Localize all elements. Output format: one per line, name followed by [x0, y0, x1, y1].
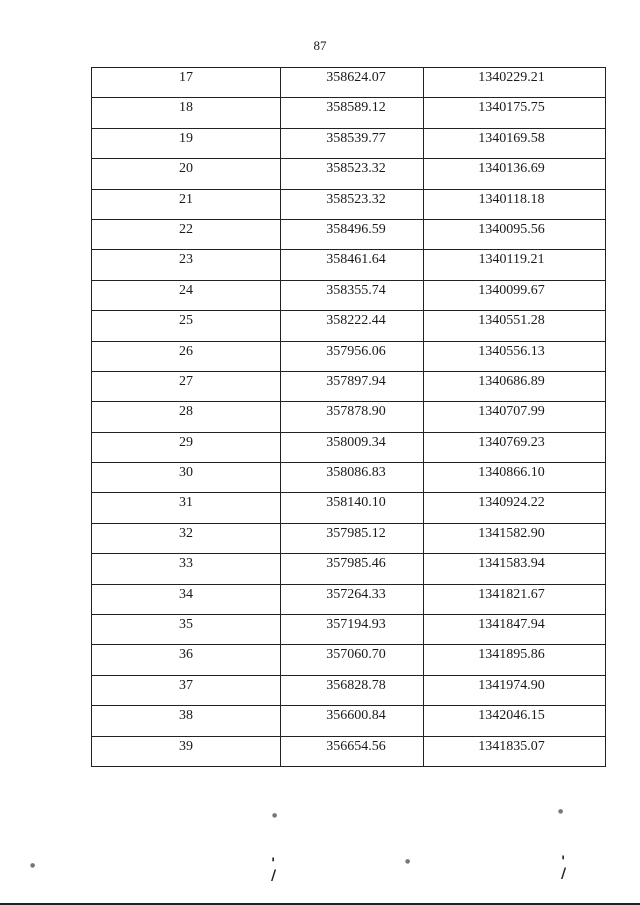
point-id-cell: 34 — [92, 584, 281, 614]
x-coordinate-cell: 356600.84 — [281, 706, 424, 736]
point-id-cell: 28 — [92, 402, 281, 432]
table-row — [92, 554, 606, 584]
point-id-cell: 24 — [92, 280, 281, 310]
y-coordinate-cell: 1341895.86 — [424, 645, 606, 675]
y-coordinate-cell: 1340136.69 — [424, 159, 606, 189]
scan-dot-mark: ● — [405, 858, 411, 865]
table-row — [92, 189, 606, 219]
y-coordinate-cell: 1340169.58 — [424, 128, 606, 158]
x-coordinate-cell: 357060.70 — [281, 645, 424, 675]
table-row — [92, 615, 606, 645]
coordinate-table-body — [92, 68, 606, 767]
table-row — [92, 280, 606, 310]
y-coordinate-cell: 1340707.99 — [424, 402, 606, 432]
scan-tick-mark: ' / — [271, 856, 277, 884]
y-coordinate-cell: 1340924.22 — [424, 493, 606, 523]
table-row — [92, 523, 606, 553]
table-row — [92, 98, 606, 128]
x-coordinate-cell: 357194.93 — [281, 615, 424, 645]
table-row — [92, 159, 606, 189]
table-row — [92, 675, 606, 705]
point-id-cell: 29 — [92, 432, 281, 462]
y-coordinate-cell: 1340229.21 — [424, 68, 606, 98]
point-id-cell: 23 — [92, 250, 281, 280]
x-coordinate-cell: 357985.46 — [281, 554, 424, 584]
table-row — [92, 645, 606, 675]
x-coordinate-cell: 357956.06 — [281, 341, 424, 371]
scan-tick-mark: ' / — [561, 854, 567, 882]
scan-dot-mark: ● — [558, 808, 564, 815]
y-coordinate-cell: 1340099.67 — [424, 280, 606, 310]
scan-dot-mark: ● — [30, 862, 36, 869]
table-row — [92, 463, 606, 493]
y-coordinate-cell: 1340686.89 — [424, 371, 606, 401]
y-coordinate-cell: 1340175.75 — [424, 98, 606, 128]
x-coordinate-cell: 356654.56 — [281, 736, 424, 766]
y-coordinate-cell: 1340769.23 — [424, 432, 606, 462]
x-coordinate-cell: 357897.94 — [281, 371, 424, 401]
y-coordinate-cell: 1341821.67 — [424, 584, 606, 614]
x-coordinate-cell: 358523.32 — [281, 159, 424, 189]
point-id-cell: 35 — [92, 615, 281, 645]
point-id-cell: 20 — [92, 159, 281, 189]
table-row — [92, 371, 606, 401]
point-id-cell: 22 — [92, 219, 281, 249]
y-coordinate-cell: 1341583.94 — [424, 554, 606, 584]
table-row — [92, 250, 606, 280]
y-coordinate-cell: 1340118.18 — [424, 189, 606, 219]
x-coordinate-cell: 358355.74 — [281, 280, 424, 310]
x-coordinate-cell: 358624.07 — [281, 68, 424, 98]
x-coordinate-cell: 358009.34 — [281, 432, 424, 462]
table-row — [92, 706, 606, 736]
x-coordinate-cell: 358523.32 — [281, 189, 424, 219]
y-coordinate-cell: 1341847.94 — [424, 615, 606, 645]
y-coordinate-cell: 1342046.15 — [424, 706, 606, 736]
y-coordinate-cell: 1341582.90 — [424, 523, 606, 553]
table-row — [92, 402, 606, 432]
point-id-cell: 31 — [92, 493, 281, 523]
x-coordinate-cell: 356828.78 — [281, 675, 424, 705]
x-coordinate-cell: 358589.12 — [281, 98, 424, 128]
point-id-cell: 19 — [92, 128, 281, 158]
table-row — [92, 432, 606, 462]
coordinate-table — [91, 67, 606, 767]
table-row — [92, 584, 606, 614]
table-row — [92, 311, 606, 341]
table-row — [92, 68, 606, 98]
y-coordinate-cell: 1340119.21 — [424, 250, 606, 280]
point-id-cell: 27 — [92, 371, 281, 401]
y-coordinate-cell: 1340095.56 — [424, 219, 606, 249]
x-coordinate-cell: 358086.83 — [281, 463, 424, 493]
point-id-cell: 30 — [92, 463, 281, 493]
table-row — [92, 341, 606, 371]
point-id-cell: 17 — [92, 68, 281, 98]
x-coordinate-cell: 358496.59 — [281, 219, 424, 249]
y-coordinate-cell: 1340866.10 — [424, 463, 606, 493]
x-coordinate-cell: 357264.33 — [281, 584, 424, 614]
y-coordinate-cell: 1340551.28 — [424, 311, 606, 341]
x-coordinate-cell: 358539.77 — [281, 128, 424, 158]
page-number: 87 — [313, 38, 327, 53]
y-coordinate-cell: 1341835.07 — [424, 736, 606, 766]
table-row — [92, 736, 606, 766]
x-coordinate-cell: 358222.44 — [281, 311, 424, 341]
point-id-cell: 26 — [92, 341, 281, 371]
x-coordinate-cell: 357878.90 — [281, 402, 424, 432]
point-id-cell: 18 — [92, 98, 281, 128]
table-row — [92, 493, 606, 523]
point-id-cell: 25 — [92, 311, 281, 341]
table-row — [92, 128, 606, 158]
point-id-cell: 33 — [92, 554, 281, 584]
x-coordinate-cell: 358140.10 — [281, 493, 424, 523]
point-id-cell: 38 — [92, 706, 281, 736]
scan-dot-mark: ● — [272, 812, 278, 819]
point-id-cell: 39 — [92, 736, 281, 766]
point-id-cell: 32 — [92, 523, 281, 553]
x-coordinate-cell: 357985.12 — [281, 523, 424, 553]
point-id-cell: 37 — [92, 675, 281, 705]
y-coordinate-cell: 1341974.90 — [424, 675, 606, 705]
table-row — [92, 219, 606, 249]
point-id-cell: 21 — [92, 189, 281, 219]
y-coordinate-cell: 1340556.13 — [424, 341, 606, 371]
point-id-cell: 36 — [92, 645, 281, 675]
x-coordinate-cell: 358461.64 — [281, 250, 424, 280]
